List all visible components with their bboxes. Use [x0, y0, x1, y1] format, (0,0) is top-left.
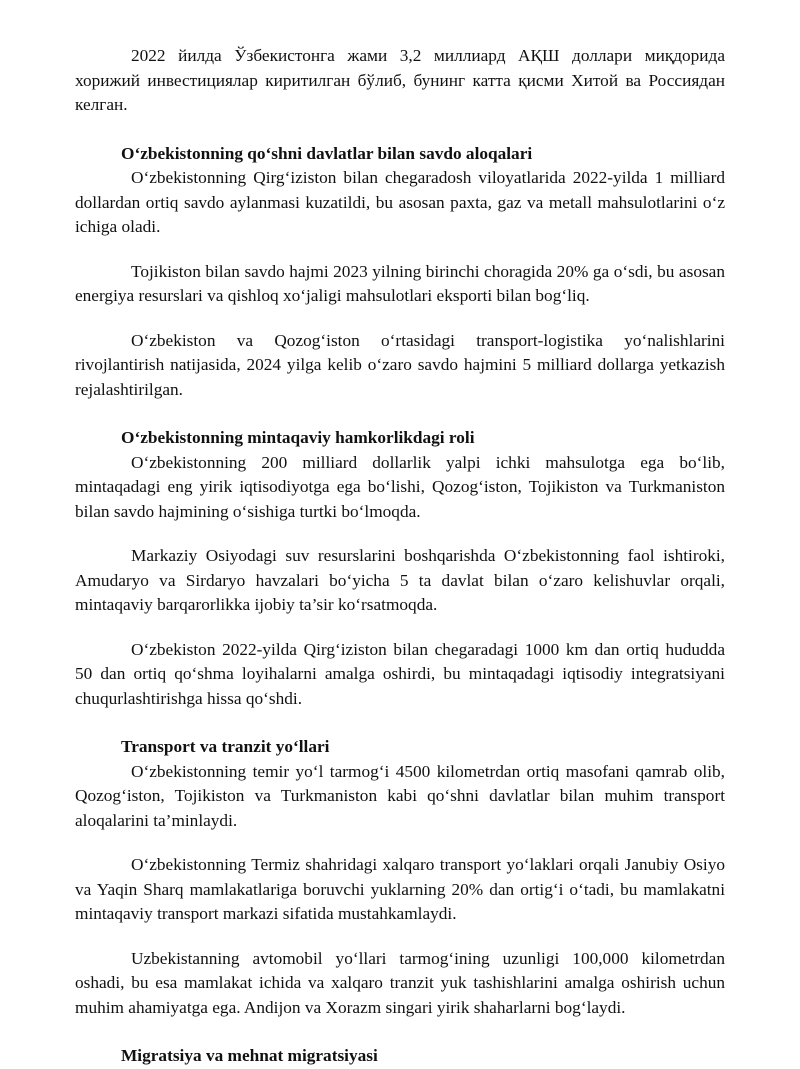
section-heading: O‘zbekistonning mintaqaviy hamkorlikdagi roli	[121, 428, 475, 447]
paragraph: O‘zbekiston va Qozog‘iston o‘rtasidagi transport-logistika yo‘nalishlarini rivojlantirish natijasida, 2024 yilga kelib o‘zaro savdo hajmini 5 milliard dollarga yetkazish rejalashtirilgan.	[75, 330, 725, 399]
paragraph: 2022 йилда Ўзбекистонга жами 3,2 миллиард АҚШ доллари миқдорида хорижий инвестициялар киритилган бўлиб, бунинг катта қисми Хитой ва Россиядан келган.	[75, 46, 725, 114]
paragraph: O‘zbekistonning Termiz shahridagi xalqaro transport yo‘laklari orqali Janubiy Osiyo va Yaqin Sharq mamlakatlariga boruvchi yuklarning 20% dan ortig‘i o‘tadi, bu mamlakatni mintaqaviy transport markazi sifatida mustahkamlaydi.	[75, 855, 725, 923]
paragraph: Tojikiston bilan savdo hajmi 2023 yilning birinchi choragida 20% ga o‘sdi, bu asosan energiya resurslari va qishloq xo‘jaligi mahsulotlari eksporti bilan bog‘liq.	[75, 261, 725, 305]
paragraph: Markaziy Osiyodagi suv resurslarini boshqarishda O‘zbekistonning faol ishtiroki, Amudaryo va Sirdaryo havzalari bo‘yicha 5 ta davlat bilan o‘zaro kelishuvlar orqali, mintaqaviy barqarorlikka ijobiy ta’sir ko‘rsatmoqda.	[75, 546, 725, 614]
section-heading: Migratsiya va mehnat migratsiyasi	[121, 1046, 378, 1065]
paragraph: O‘zbekiston 2022-yilda Qirg‘iziston bilan chegaradagi 1000 km dan ortiq hududda 50 dan ortiq qo‘shma loyihalarni amalga oshirdi, bu mintaqadagi iqtisodiy integratsiyani chuqurlashtirishga hissa qo‘shdi.	[75, 639, 725, 708]
paragraph: O‘zbekistonning temir yo‘l tarmog‘i 4500 kilometrdan ortiq masofani qamrab olib, Qozog‘iston, Tojikiston va Turkmaniston kabi qo‘shni davlatlar bilan muhim transport aloqalarini ta’minlaydi.	[75, 761, 725, 830]
section-heading: Transport va tranzit yo‘llari	[121, 737, 330, 756]
section-heading: O‘zbekistonning qo‘shni davlatlar bilan savdo aloqalari	[121, 143, 533, 163]
paragraph: Uzbekistanning avtomobil yo‘llari tarmog‘ining uzunligi 100,000 kilometrdan oshadi, bu esa mamlakat ichida va xalqaro tranzit yuk tashishlarini amalga oshirish uchun muhim ahamiyatga ega. Andijon va Xorazm singari yirik shaharlarni bog‘laydi.	[75, 948, 725, 1017]
paragraph: O‘zbekistonning 200 milliard dollarlik yalpi ichki mahsulotga ega bo‘lib, mintaqadagi eng yirik iqtisodiyotga ega bo‘lishi, Qozog‘iston, Tojikiston va Turkmaniston bilan savdo hajmining o‘sishiga turtki bo‘lmoqda.	[75, 452, 725, 521]
paragraph: O‘zbekistonning Qirg‘iziston bilan chegaradosh viloyatlarida 2022-yilda 1 milliard dollardan ortiq savdo aylanmasi kuzatildi, bu asosan paxta, gaz va metall mahsulotlarini o‘z ichiga oladi.	[75, 168, 725, 236]
